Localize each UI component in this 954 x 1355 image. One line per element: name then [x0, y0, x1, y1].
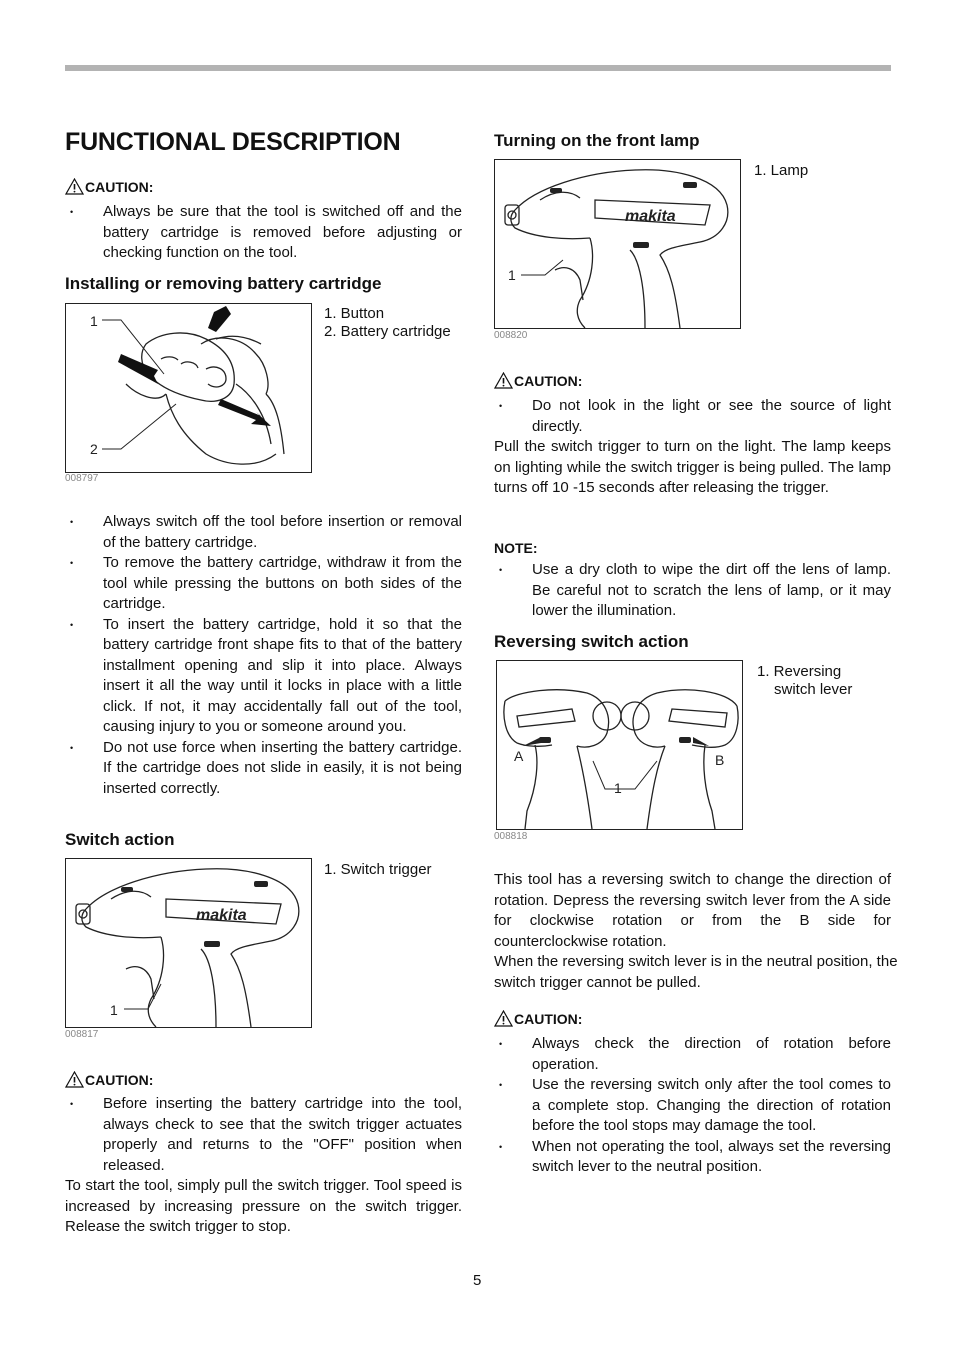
callout-1: 1	[614, 780, 622, 796]
switch-trigger-illustration	[66, 859, 312, 1028]
list-item: • Always check the direction of rotation before operation.	[494, 1034, 891, 1075]
figure-lamp	[494, 159, 741, 329]
caution-list	[65, 202, 462, 264]
list-item: • Do not use force when inserting the battery cartridge. If the cartridge does not slide in easily, it is not being inserted correctly.	[65, 738, 462, 800]
legend-item: 2. Battery cartridge	[324, 323, 451, 340]
legend-item: 1. Reversing	[757, 663, 842, 680]
figure-battery	[65, 303, 312, 473]
section-heading-battery: Installing or removing battery cartridge	[65, 274, 382, 293]
note-label: NOTE:	[494, 540, 538, 556]
legend-lamp	[754, 162, 808, 180]
header-rule	[65, 65, 891, 71]
front-lamp-illustration	[495, 160, 741, 329]
list-item: • Use a dry cloth to wipe the dirt off the lens of lamp. Be careful not to scratch the lens of lamp, or it may lower the illumination.	[494, 560, 891, 622]
list-item: • Always switch off the tool before insertion or removal of the battery cartridge.	[65, 512, 462, 553]
legend-switch	[324, 861, 432, 879]
figure-reverse	[496, 660, 743, 830]
list-item: • Use the reversing switch only after the tool comes to a complete stop. Changing the direction of rotation before the tool stops may damage the tool.	[494, 1075, 891, 1137]
legend-item: 1. Button	[324, 305, 385, 322]
list-item: • Do not look in the light or see the source of light directly.	[494, 396, 891, 437]
paragraph: To start the tool, simply pull the switch trigger. Tool speed is increased by increasing pressure on the switch trigger. Release the switch trigger to stop.	[65, 1177, 462, 1235]
figure-switch	[65, 858, 312, 1028]
caution-heading	[65, 178, 153, 195]
legend-item-continued: switch lever	[774, 681, 853, 698]
caution-heading	[494, 372, 582, 389]
warning-triangle-icon	[65, 1071, 84, 1088]
brand-mark: makita	[625, 208, 676, 225]
list-item: • To remove the battery cartridge, withdraw it from the tool while pressing the buttons on both sides of the cartridge.	[65, 553, 462, 615]
callout-b: B	[715, 752, 725, 768]
caution-label: CAUTION:	[85, 179, 154, 195]
figure-id: 008818	[494, 831, 528, 842]
list-item: • When not operating the tool, always set the reversing switch lever to the neutral position.	[494, 1137, 891, 1178]
list-item: • Before inserting the battery cartridge into the tool, always check to see that the switch trigger actuates properly and returns to the "OFF" position when released.	[65, 1094, 462, 1176]
callout-1: 1	[508, 267, 516, 283]
callout-1: 1	[90, 313, 98, 329]
legend-battery	[324, 305, 451, 341]
section-heading-reverse: Reversing switch action	[494, 632, 689, 651]
warning-triangle-icon	[65, 178, 84, 195]
callout-a: A	[514, 748, 524, 764]
paragraph: When the reversing switch lever is in the neutral position, the switch trigger cannot be pulled.	[494, 953, 898, 991]
reversing-switch-illustration	[497, 661, 743, 830]
figure-id: 008817	[65, 1029, 99, 1040]
caution-list	[65, 1094, 462, 1176]
callout-1: 1	[110, 1002, 118, 1018]
caution-heading	[65, 1071, 153, 1088]
caution-heading	[494, 1010, 582, 1027]
list-item: • Always be sure that the tool is switched off and the battery cartridge is removed before adjusting or checking function on the tool.	[65, 202, 462, 264]
section-heading-switch: Switch action	[65, 830, 175, 849]
list-item: • To insert the battery cartridge, hold it so that the battery cartridge front shape fits to that of the battery installment opening and slip it into place. Always insert it all the way until it locks in place with a little click. If not, it may accidentally fall out of the tool, causing injury to you or someone around you.	[65, 615, 462, 738]
legend-reverse	[757, 663, 852, 699]
figure-id: 008820	[494, 330, 528, 341]
legend-item: 1. Lamp	[754, 162, 809, 179]
battery-illustration	[66, 304, 312, 473]
paragraph: This tool has a reversing switch to change the direction of rotation. Depress the reversing switch lever from the A side for clockwise rotation or from the B side for counterclockwise rotation.	[494, 871, 891, 950]
note-heading	[494, 540, 538, 556]
caution-list	[494, 396, 891, 437]
figure-id: 008797	[65, 473, 99, 484]
warning-triangle-icon	[494, 1010, 513, 1027]
page-title: FUNCTIONAL DESCRIPTION	[65, 128, 401, 156]
caution-list	[494, 1034, 891, 1178]
caution-label: CAUTION:	[514, 373, 583, 389]
note-list	[494, 560, 891, 622]
legend-item: 1. Switch trigger	[324, 861, 432, 878]
caution-label: CAUTION:	[85, 1072, 154, 1088]
brand-mark: makita	[196, 907, 247, 924]
section-heading-lamp: Turning on the front lamp	[494, 131, 700, 150]
callout-2: 2	[90, 441, 98, 457]
battery-instructions	[65, 512, 462, 799]
page-number: 5	[473, 1272, 482, 1289]
paragraph: Pull the switch trigger to turn on the light. The lamp keeps on lighting while the switch trigger is being pulled. The lamp turns off 10 -15 seconds after releasing the trigger.	[494, 438, 891, 496]
caution-label: CAUTION:	[514, 1011, 583, 1027]
warning-triangle-icon	[494, 372, 513, 389]
